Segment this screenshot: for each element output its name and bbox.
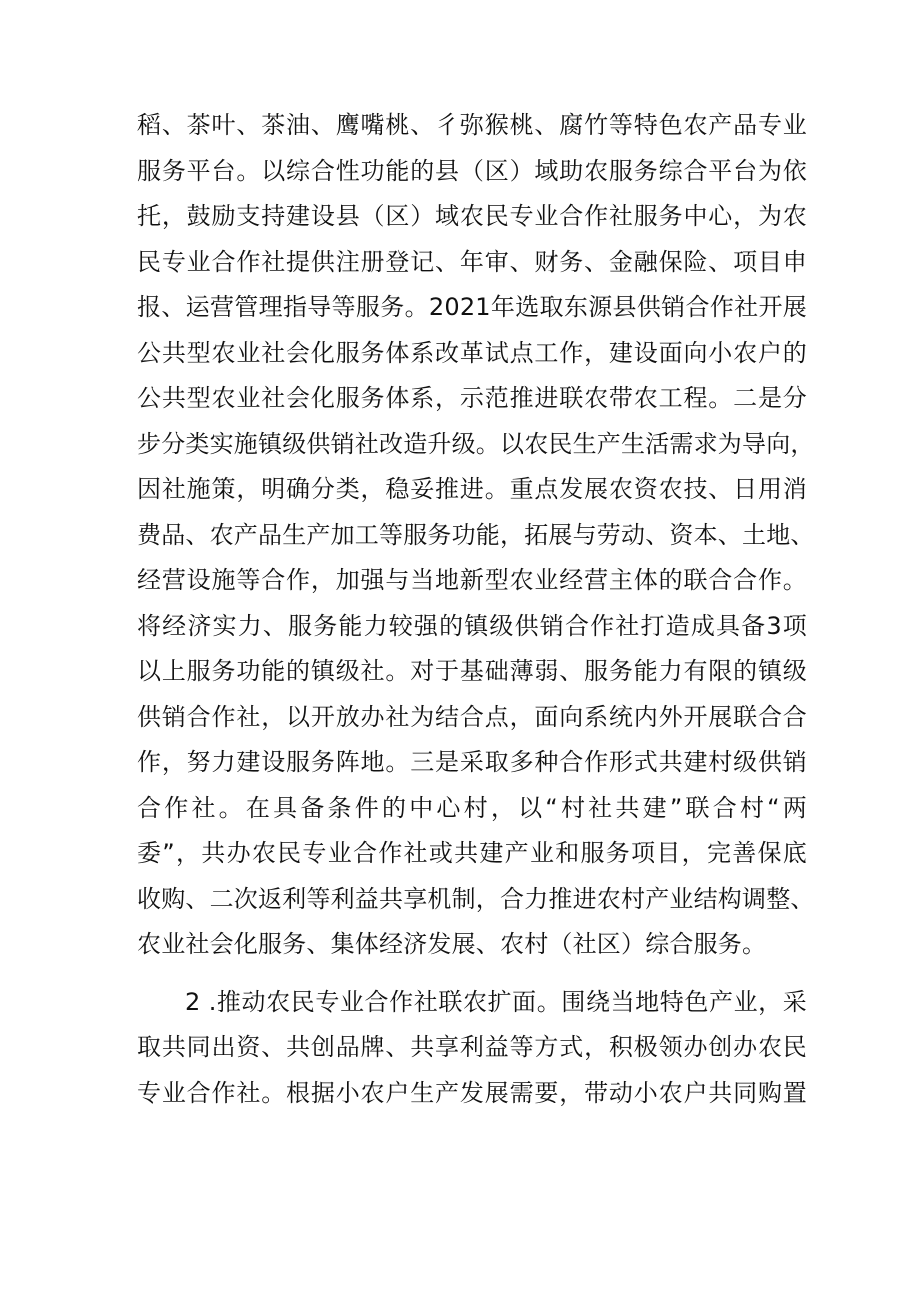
paragraph-line: 2 .推动农民专业合作社联农扩面。围绕当地特色产业，采: [185, 987, 807, 1016]
paragraph-line: 专业合作社。根据小农户生产发展需要，带动小农户共同购置: [137, 1078, 807, 1107]
paragraph-line: 费品、农产品生产加工等服务功能，拓展与劳动、资本、土地、: [137, 520, 815, 549]
paragraph-line: 作，努力建设服务阵地。三是采取多种合作形式共建村级供销: [137, 748, 807, 776]
paragraph-line: 服务平台。以综合性功能的县（区）域助农服务综合平台为依: [137, 156, 807, 185]
paragraph-line: 农业社会化服务、集体经济发展、农村（社区）综合服务。: [137, 930, 767, 958]
paragraph-line: 公共型农业社会化服务体系改革试点工作，建设面向小农户的: [137, 338, 807, 367]
paragraph-line: 取共同出资、共创品牌、共享利益等方式，积极领办创办农民: [137, 1033, 807, 1061]
paragraph-line: 以上服务功能的镇级社。对于基础薄弱、服务能力有限的镇级: [137, 657, 807, 685]
paragraph-line: 报、运营管理指导等服务。2021年选取东源县供销合作社开展: [137, 293, 807, 321]
paragraph-2: [137, 980, 807, 1117]
paragraph-1: [137, 103, 815, 968]
paragraph-line: 供销合作社，以开放办社为结合点，面向系统内外开展联合合: [137, 702, 807, 731]
paragraph-line: 步分类实施镇级供销社改造升级。以农民生产生活需求为导向，: [137, 429, 815, 458]
paragraph-line: 经营设施等合作，加强与当地新型农业经营主体的联合合作。: [137, 566, 807, 594]
paragraph-line: 托，鼓励支持建设县（区）域农民专业合作社服务中心，为农: [137, 202, 807, 230]
paragraph-line: 合作社。在具备条件的中心村，以“村社共建”联合村“两: [137, 793, 807, 822]
paragraph-line: 委”，共办农民专业合作社或共建产业和服务项目，完善保底: [137, 839, 807, 867]
paragraph-line: 因社施策，明确分类，稳妥推进。重点发展农资农技、日用消: [137, 475, 807, 503]
document-body: [137, 103, 815, 1116]
paragraph-line: 民专业合作社提供注册登记、年审、财务、金融保险、项目申: [137, 247, 807, 276]
paragraph-line: 收购、二次返利等利益共享机制，合力推进农村产业结构调整、: [137, 884, 815, 913]
paragraph-line: 将经济实力、服务能力较强的镇级供销合作社打造成具备3项: [137, 611, 807, 640]
paragraph-spacer: [137, 968, 807, 980]
paragraph-line: 公共型农业社会化服务体系，示范推进联农带农工程。二是分: [137, 384, 807, 412]
paragraph-line: 稻、茶叶、茶油、鹰嘴桃、彳弥猴桃、腐竹等特色农产品专业: [137, 111, 807, 139]
